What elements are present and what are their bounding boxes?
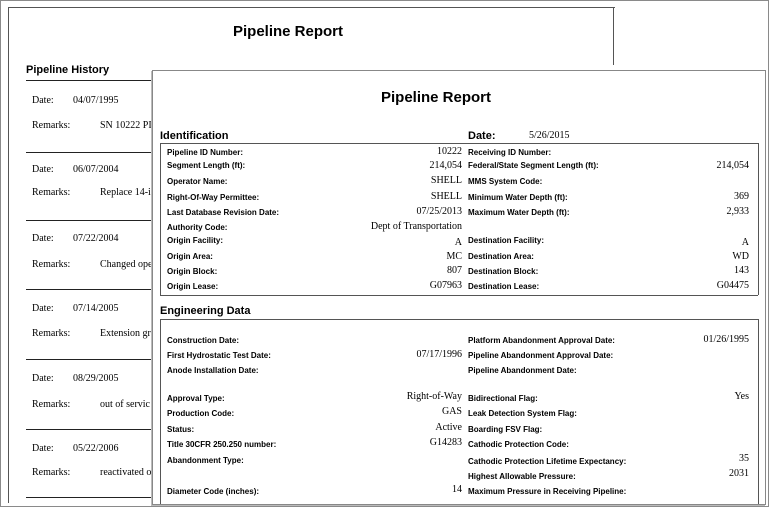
history-date-label: Date: xyxy=(32,233,54,244)
field-label: MMS System Code: xyxy=(468,177,543,186)
history-remarks: Changed ope xyxy=(100,259,153,270)
history-rule xyxy=(26,359,152,360)
field-value: 2031 xyxy=(729,468,749,479)
history-remarks: out of servic xyxy=(100,399,150,410)
history-remarks-label: Remarks: xyxy=(32,259,71,270)
history-rule xyxy=(26,220,152,221)
back-page-title: Pipeline Report xyxy=(233,23,344,40)
report-date-label: Date: xyxy=(468,130,496,142)
field-value: G14283 xyxy=(429,437,462,448)
engineering-heading: Engineering Data xyxy=(160,305,251,317)
field-label: Anode Installation Date: xyxy=(167,366,259,375)
field-value: GAS xyxy=(441,406,462,417)
front-page xyxy=(152,70,766,505)
history-rule xyxy=(26,289,152,290)
field-label: Minimum Water Depth (ft): xyxy=(468,193,568,202)
history-remarks-label: Remarks: xyxy=(32,467,71,478)
section-rule xyxy=(160,295,758,296)
field-label: Pipeline ID Number: xyxy=(167,148,244,157)
field-value: 369 xyxy=(734,191,749,202)
history-remarks: Replace 14-i xyxy=(100,187,151,198)
field-label: Operator Name: xyxy=(167,177,228,186)
section-border xyxy=(758,143,759,295)
history-remarks-label: Remarks: xyxy=(32,120,71,131)
history-rule xyxy=(26,429,152,430)
field-value: Yes xyxy=(734,391,749,402)
history-date-label: Date: xyxy=(32,443,54,454)
field-value: WD xyxy=(732,251,749,262)
history-remarks: Extension gr xyxy=(100,328,151,339)
field-label: Maximum Pressure in Receiving Pipeline: xyxy=(468,487,627,496)
history-date: 04/07/1995 xyxy=(73,95,119,106)
field-value: 07/17/1996 xyxy=(416,349,462,360)
field-label: First Hydrostatic Test Date: xyxy=(167,351,271,360)
field-label: Authority Code: xyxy=(167,223,228,232)
field-label: Highest Allowable Pressure: xyxy=(468,472,576,481)
field-value: 35 xyxy=(739,453,749,464)
field-label: Leak Detection System Flag: xyxy=(468,409,577,418)
history-date-label: Date: xyxy=(32,164,54,175)
field-value: A xyxy=(454,237,462,248)
history-remarks: SN 10222 PI xyxy=(100,120,152,131)
field-value: SHELL xyxy=(430,191,462,202)
field-value: 214,054 xyxy=(429,160,462,171)
history-remarks-label: Remarks: xyxy=(32,399,71,410)
field-value: SHELL xyxy=(430,175,462,186)
field-value: 01/26/1995 xyxy=(703,334,749,345)
history-date: 08/29/2005 xyxy=(73,373,119,384)
field-label: Bidirectional Flag: xyxy=(468,394,538,403)
field-label: Federal/State Segment Length (ft): xyxy=(468,161,599,170)
field-label: Destination Lease: xyxy=(468,282,540,291)
report-date: 5/26/2015 xyxy=(529,130,570,141)
field-label: Abandonment Type: xyxy=(167,456,244,465)
section-border xyxy=(160,319,161,504)
identification-heading: Identification xyxy=(160,130,229,142)
history-date-label: Date: xyxy=(32,95,54,106)
field-value: 10222 xyxy=(437,146,462,157)
field-label: Last Database Revision Date: xyxy=(167,208,280,217)
section-rule xyxy=(160,143,758,144)
field-value: 07/25/2013 xyxy=(416,206,462,217)
history-rule xyxy=(26,80,152,81)
report-title: Pipeline Report xyxy=(381,89,492,106)
field-label: Pipeline Abandonment Date: xyxy=(468,366,577,375)
pipeline-history-title: Pipeline History xyxy=(26,64,110,76)
field-label: Cathodic Protection Lifetime Expectancy: xyxy=(468,457,627,466)
field-value: 143 xyxy=(734,265,749,276)
history-date: 05/22/2006 xyxy=(73,443,119,454)
history-date: 07/22/2004 xyxy=(73,233,119,244)
field-value: G04475 xyxy=(716,280,749,291)
field-label: Origin Area: xyxy=(167,252,213,261)
section-border xyxy=(758,319,759,504)
field-label: Destination Facility: xyxy=(468,236,545,245)
field-label: Origin Block: xyxy=(167,267,218,276)
field-label: Right-Of-Way Permittee: xyxy=(167,193,260,202)
field-value: A xyxy=(741,237,749,248)
field-label: Status: xyxy=(167,425,195,434)
field-label: Receiving ID Number: xyxy=(468,148,552,157)
field-label: Cathodic Protection Code: xyxy=(468,440,569,449)
field-label: Production Code: xyxy=(167,409,235,418)
field-value: MC xyxy=(446,251,462,262)
field-value: Dept of Transportation xyxy=(370,221,462,232)
section-rule xyxy=(160,319,758,320)
field-label: Segment Length (ft): xyxy=(167,161,246,170)
history-rule xyxy=(26,152,152,153)
field-label: Pipeline Abandonment Approval Date: xyxy=(468,351,614,360)
field-value: 2,933 xyxy=(726,206,749,217)
field-label: Destination Area: xyxy=(468,252,534,261)
back-page-divider xyxy=(613,7,614,65)
field-label: Boarding FSV Flag: xyxy=(468,425,543,434)
field-label: Origin Lease: xyxy=(167,282,219,291)
field-value: 14 xyxy=(452,484,462,495)
field-value: Active xyxy=(435,422,462,433)
field-label: Approval Type: xyxy=(167,394,225,403)
history-remarks-label: Remarks: xyxy=(32,328,71,339)
field-label: Origin Facility: xyxy=(167,236,224,245)
history-date: 06/07/2004 xyxy=(73,164,119,175)
field-value: G07963 xyxy=(429,280,462,291)
history-date-label: Date: xyxy=(32,303,54,314)
history-remarks: reactivated o xyxy=(100,467,152,478)
history-date-label: Date: xyxy=(32,373,54,384)
history-date: 07/14/2005 xyxy=(73,303,119,314)
field-value: 807 xyxy=(447,265,462,276)
history-remarks-label: Remarks: xyxy=(32,187,71,198)
field-value: Right-of-Way xyxy=(406,391,462,402)
field-value: 214,054 xyxy=(716,160,749,171)
field-label: Destination Block: xyxy=(468,267,539,276)
history-rule xyxy=(26,497,152,498)
field-label: Title 30CFR 250.250 number: xyxy=(167,440,277,449)
field-label: Diameter Code (inches): xyxy=(167,487,260,496)
section-border xyxy=(160,143,161,295)
field-label: Maximum Water Depth (ft): xyxy=(468,208,570,217)
field-label: Construction Date: xyxy=(167,336,239,345)
field-label: Platform Abandonment Approval Date: xyxy=(468,336,615,345)
